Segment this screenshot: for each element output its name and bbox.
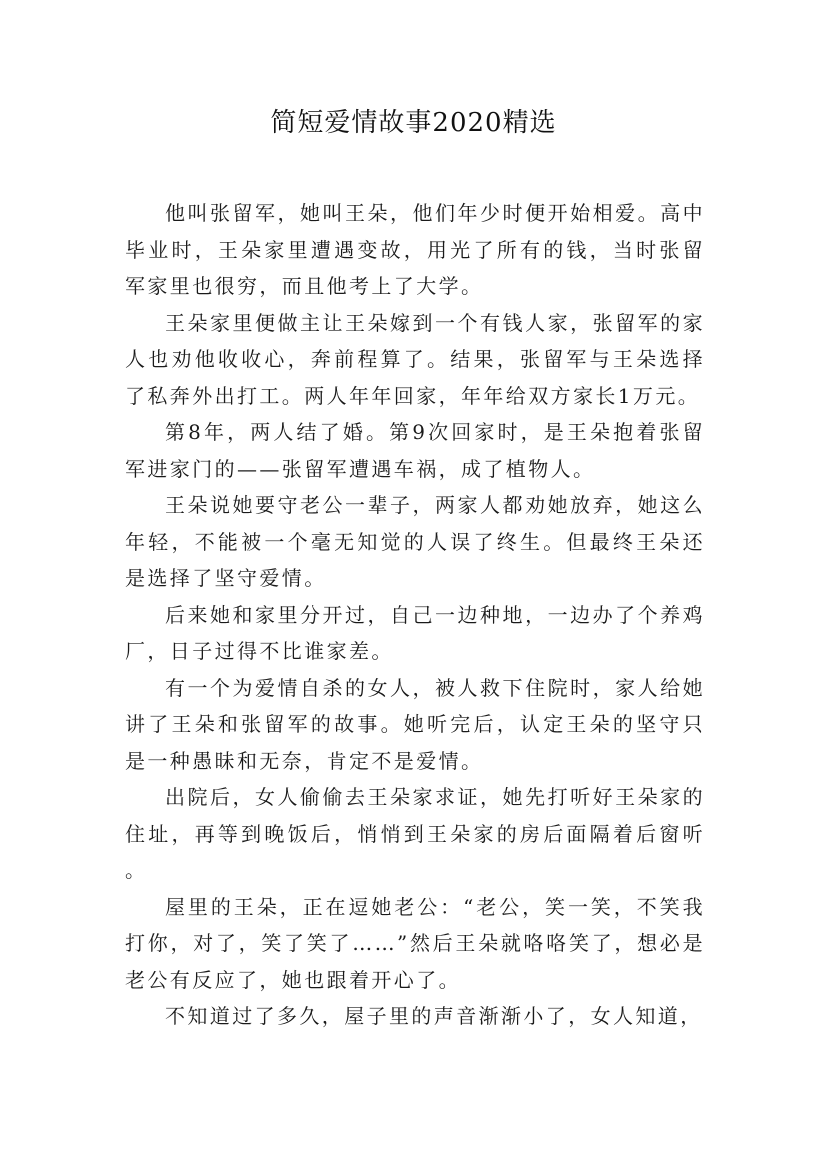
document-title: 简短爱情故事2020精选 (270, 108, 557, 138)
paragraph: 王朵说她要守老公一辈子，两家人都劝她放弃，她这么年轻，不能被一个毫无知觉的人误了终生。但最终王朵还是选择了坚守爱情。 (125, 493, 705, 590)
paragraph: 第8年，两人结了婚。第9次回家时，是王朵抱着张留军进家门的——张留军遭遇车祸，成了植物人。 (125, 420, 705, 481)
document-body (125, 195, 705, 1035)
paragraph: 不知道过了多久，屋子里的声音渐渐小了，女人知道， (165, 1004, 703, 1028)
paragraph: 屋里的王朵，正在逗她老公：“老公，笑一笑，不笑我打你，对了，笑了笑了……”然后王朵就咯咯笑了，想必是老公有反应了，她也跟着开心了。 (125, 894, 705, 992)
paragraph: 他叫张留军，她叫王朵，他们年少时便开始相爱。高中毕业时，王朵家里遭遇变故，用光了所有的钱，当时张留军家里也很穷，而且他考上了大学。 (125, 201, 705, 298)
paragraph: 王朵家里便做主让王朵嫁到一个有钱人家，张留军的家人也劝他收收心，奔前程算了。结果，张留军与王朵选择了私奔外出打工。两人年年回家，年年给双方家长1万元。 (125, 310, 705, 408)
paragraph: 出院后，女人偷偷去王朵家求证，她先打听好王朵家的住址，再等到晚饭后，悄悄到王朵家的房后面隔着后窗听。 (125, 785, 705, 882)
paragraph: 后来她和家里分开过，自己一边种地，一边办了个养鸡厂，日子过得不比谁家差。 (125, 602, 705, 663)
paragraph: 有一个为爱情自杀的女人，被人救下住院时，家人给她讲了王朵和张留军的故事。她听完后，认定王朵的坚守只是一种愚昧和无奈，肯定不是爱情。 (125, 675, 705, 773)
